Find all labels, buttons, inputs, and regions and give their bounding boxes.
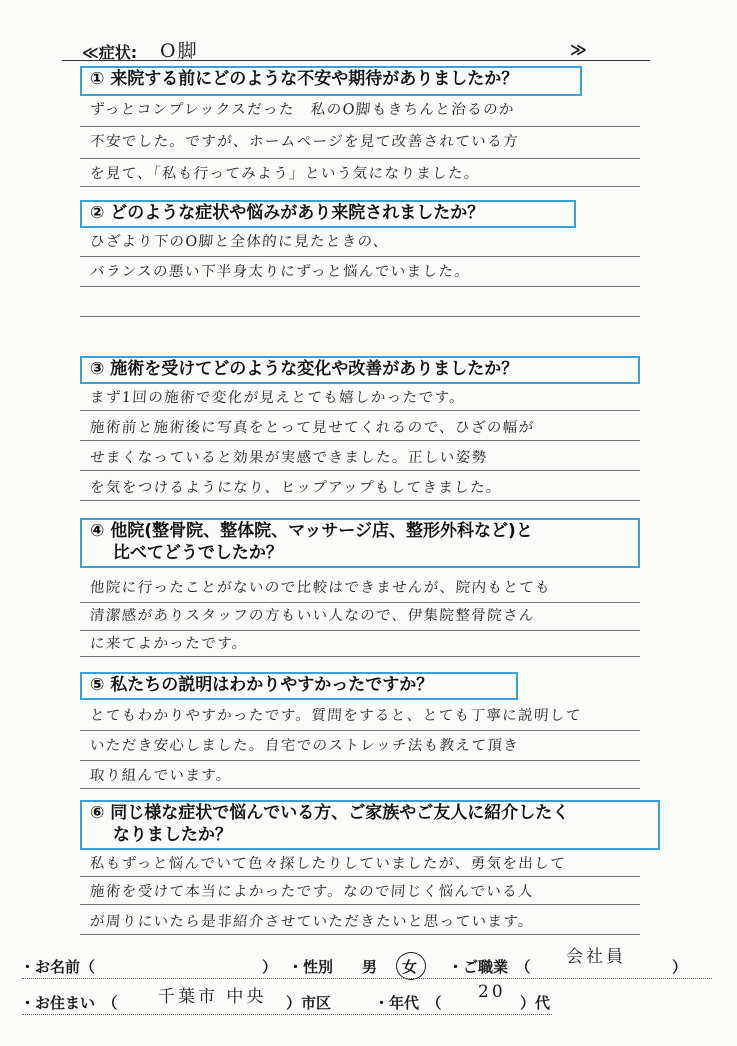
question-4-line-2: 比べてどうでしたか？ — [90, 543, 283, 563]
answer-2-line-1: ひざより下のO脚と全体的に見たときの、 — [89, 234, 390, 250]
occupation-value: 会社員 — [566, 947, 626, 967]
question-5: ⑤ 私たちの説明はわかりやすかったですか？ — [90, 675, 434, 695]
question-6-line-1: ⑥ 同じ様な症状で悩んでいる方、ご家族やご友人に紹介したく — [90, 803, 570, 823]
section-1 — [80, 66, 640, 188]
answer-rule — [80, 186, 640, 187]
address-value: 千葉市 中央 — [158, 987, 267, 1007]
answer-4-line-2: 清潔感がありスタッフの方もいい人なので、伊集院整骨院さん — [89, 608, 536, 624]
answer-4-line-1: 他院に行ったことがないので比較はできませんが、院内もとても — [89, 580, 552, 596]
footer-dotted-line — [22, 978, 712, 979]
answer-6-line-3: が周りにいたら是非紹介させていただきたいと思っています。 — [89, 914, 535, 930]
symptom-label: ≪症状: — [82, 43, 138, 62]
answer-rule — [80, 470, 640, 471]
answer-rule — [80, 500, 640, 501]
answer-rule — [80, 730, 640, 731]
question-1: ① 来院する前にどのような不安や期待がありましたか？ — [90, 69, 519, 89]
symptom-value: O脚 — [160, 40, 199, 62]
answer-3-line-1: まず1回の施術で変化が見えとても嬉しかったです。 — [89, 390, 466, 406]
answer-rule — [80, 410, 640, 411]
answer-rule — [80, 158, 640, 159]
section-5 — [80, 672, 640, 792]
address-label: ・お住まい （ — [20, 994, 118, 1012]
footer-dotted-line — [22, 1014, 552, 1015]
gender-female: 女 — [402, 958, 418, 976]
age-close: ）代 — [520, 994, 551, 1012]
section-2 — [80, 200, 640, 330]
answer-6-line-2: 施術を受けて本当によかったです。なので同じく悩んでいる人 — [89, 884, 535, 900]
answer-rule — [80, 286, 640, 287]
gender-selected-circle — [396, 952, 426, 980]
gender-male: 男 — [362, 958, 378, 976]
section-4 — [80, 518, 640, 658]
answer-rule — [80, 876, 640, 877]
footer-row-2 — [0, 982, 737, 1018]
answer-5-line-1: とてもわかりやすかったです。質問をすると、とても丁寧に説明して — [89, 708, 583, 724]
name-close: ） — [262, 958, 278, 976]
name-label: ・お名前（ — [20, 958, 96, 976]
answer-1-line-2: 不安でした。ですが、ホームページを見て改善されている方 — [89, 134, 520, 150]
answer-rule — [80, 602, 640, 603]
answer-rule — [80, 760, 640, 761]
answer-rule — [80, 316, 640, 317]
section-3 — [80, 356, 640, 506]
question-2: ② どのような症状や悩みがあり来院されましたか？ — [90, 203, 485, 223]
answer-3-line-3: せまくなっていると効果が実感できました。正しい姿勢 — [89, 450, 488, 466]
answer-rule — [80, 788, 640, 789]
answer-rule — [80, 630, 640, 631]
question-4-line-1: ④ 他院(整骨院、整体院、マッサージ店、整形外科など)と — [90, 521, 533, 541]
answer-rule — [80, 904, 640, 905]
answer-rule — [80, 656, 640, 657]
occupation-label: ・ご職業 （ — [448, 958, 531, 976]
answer-rule — [80, 440, 640, 441]
answer-6-line-1: 私もずっと悩んでいて色々探したりしていましたが、勇気を出して — [89, 856, 567, 872]
answer-5-line-2: いただき安心しました。自宅でのストレッチ法も教えて頂き — [89, 738, 520, 754]
age-value: 20 — [478, 982, 506, 1002]
symptom-close: ≫ — [570, 40, 587, 59]
answer-1-line-1: ずっとコンプレックスだった 私のO脚もきちんと治るのか — [89, 102, 516, 118]
answer-3-line-4: を気をつけるようになり、ヒップアップもしてきました。 — [89, 480, 503, 496]
address-close: ）市区 — [286, 994, 332, 1012]
answer-3-line-2: 施術前と施術後に写真をとって見せてくれるので、ひざの幅が — [89, 420, 536, 436]
answer-rule — [80, 934, 640, 935]
gender-label: ・性別 — [288, 958, 334, 976]
symptom-row — [60, 36, 650, 62]
occupation-close: ） — [672, 958, 688, 976]
footer-row-1 — [0, 947, 737, 982]
age-label: ・年代 （ — [374, 994, 442, 1012]
question-6-line-2: なりましたか？ — [90, 825, 232, 845]
question-3: ③ 施術を受けてどのような変化や改善がありましたか？ — [90, 359, 519, 379]
answer-5-line-3: 取り組んでいます。 — [89, 768, 233, 784]
answer-rule — [80, 256, 640, 257]
answer-2-line-2: バランスの悪い下半身太りにずっと悩んでいました。 — [89, 264, 471, 280]
answer-rule — [80, 126, 640, 127]
symptom-underline — [62, 60, 650, 61]
section-6 — [80, 800, 640, 940]
answer-1-line-3: を見て、「私も行ってみよう」という気になりました。 — [89, 166, 481, 182]
answer-4-line-3: に来てよかったです。 — [89, 636, 249, 652]
